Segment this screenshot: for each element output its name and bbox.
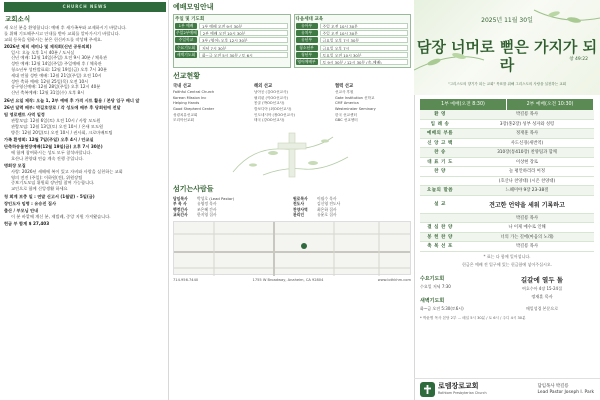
news-item: 이 분 바깥에 계신 분, 제빌레, 중앙 지원 가져왔습니다. [11,213,111,219]
education-title: 선교현황 [173,72,201,81]
church-map [173,221,411,275]
news-item: 2026년 제직 세미나 및 제직회(신년 공동의회) [4,43,92,49]
address-text: 1755 W Broadway, Anaheim, CA 92804 [252,278,324,283]
cross-illustration [173,127,411,182]
church-news-panel [0,0,168,400]
service-row [175,52,288,58]
footer-note: * 박윤병 목사 본당 2부 ... 매일 5시 30분 / 토 6시 / 주디 4시 30분 [420,315,526,320]
worship-order-row [420,110,594,120]
order-item-label: 찬 양 [434,169,446,175]
order-item-label: 결 심 찬 양 [427,225,453,231]
news-item: 명회장 모집 [4,163,26,169]
mission-column-head: 국내 선교 [173,84,192,90]
web-text: www.lothkhm.com [377,278,411,283]
worship-order-table [420,99,594,252]
news-item: 관람모임: 12월 6일(토) 오전 10시 / 사랑 모도원 [11,117,101,123]
mission-item: 캄보디아 (최OO선교사) [254,106,292,111]
order-item-value: 견고한 언약을 세워 기록하고 [489,201,565,209]
order-item-value: 박길룡 목사 [515,215,539,221]
worship-order-row [420,129,594,139]
news-item: 헌금 부 합계 $ 27,403 [4,221,50,227]
phone-text: 714.956.7440 [173,278,199,283]
second-service-head: 2부 예배(오전 10:30) [507,99,594,110]
mission-column [254,83,330,124]
pastor-name-ko: 담임목사 박길룡 [537,383,569,389]
mission-column-head: 해외 선교 [254,84,273,90]
order-item-value: 느헤미야 9장 23-38절 [505,188,549,194]
weekday-services [420,273,594,312]
service-row [175,37,288,43]
news-item: 에 함께 참여하시는 성도 모두 참석바랍니다. [11,149,92,155]
first-service-head: 1부 예배(오전 8:30) [420,99,507,110]
news-item: 신년 축복예배: 12월 31일(수) 오후 8시 [11,90,85,96]
church-name-ko: 로뎀장로교회 [438,382,479,390]
service-name: 수요기도회 [176,44,196,50]
service-time: 저녁 7시 30분 [199,45,288,51]
service-time: 화~금 오전 5시 30분 / 토 6시 [199,52,288,58]
news-list [4,25,166,227]
news-item: 성탄 축하 예배: 12월 25일(목) 오전 10시 [11,78,89,84]
order-item-label: 축 복 선 포 [427,244,453,250]
service-name: 주일2부예배 [176,30,197,36]
service-name: 유아부 [296,23,318,29]
worship-order-row [420,120,594,130]
mission-item: GBC 선교센터 [335,118,358,123]
mission-item: Westminster Seminary [335,106,376,111]
worship-order-row [420,139,594,149]
service-tables [173,14,411,68]
news-item: 팀 영로벤트 사역 일정 [4,112,45,118]
staff-role: 담임목사 [173,195,188,201]
news-item: 중보기도모임 위원회 장년팀 참여 가능합니다. [11,180,95,186]
order-item-value: 박길룡 목사 [515,244,539,250]
staff-role: 찬양사역 [293,206,308,212]
news-item: 단축하송물현장예배(12월 19일(금) 오후 7시 30분) [4,144,103,150]
order-item-label: 설 교 [434,202,446,207]
contact-line [173,278,411,282]
worship-order-row [420,148,594,158]
news-header-band: CHURCH NEWS [4,2,166,12]
wed-time: 수요일 저녁 7:30 [420,283,451,289]
staff-role: 행정간사 [173,206,188,212]
staff-name: 유영정 목사 [197,201,217,207]
mission-item: Helping Hands [173,101,200,106]
news-item: 일시: 오늘 오후 1시 40분 / 도서실 [11,49,75,55]
dawn-time: 화~금 오전 5:30(토6시) [420,305,464,311]
order-item-value: 이상현 장로 [515,159,539,165]
mission-item: 성령치유선교회 [173,112,198,117]
wed-preacher: 정재훈 목사 [531,293,553,299]
mission-item: 인도네시아 (정OO선교사) [254,112,295,117]
service-name: 1부 예배 [175,23,197,29]
service-name: 영어예배부 [297,58,316,64]
service-name: 유년부 [296,37,318,43]
church-logo-icon [420,382,435,397]
staff-name: 조은혜 간사 [197,206,217,212]
mission-item: CMF America [335,101,359,106]
staff-name: 김신영 전도사 [317,201,341,207]
service-name: 주일학교 [175,37,197,43]
service-time: 토요일 오전 10시 30분 [320,52,409,58]
dawn-label: 새벽기도회 [420,297,445,304]
service-name: 유치부 [296,30,318,36]
order-item-value: 늘 평안하리라 여정 [509,169,545,175]
mission-item: Good Shepherd Center [173,106,215,111]
mission-column-head: 협력 선교 [335,84,354,90]
staff-list [173,196,411,218]
staff-role: 관리인 [293,211,305,217]
service-time: 토 9시 30분 / 12시 30분 (송-예배) [320,59,409,65]
worship-order-row [420,214,594,224]
service-time: 금요일 오후 7시 30분 [320,37,409,43]
service-row [175,30,288,36]
order-item-value: 310장(통410장) 찬양팀과 함께 [497,150,557,156]
stand-note: * 표는 다 함께 일어섭니다. [483,253,531,259]
order-item-value: 박길룡 목사 [515,112,539,118]
worship-order-row [420,223,594,233]
dawn-text: 매일성경 본문으로 [525,305,559,311]
dept-services [294,14,412,68]
service-row [296,30,409,36]
news-item: 청 회계 보충 일 : 연말 신고서 (1월말) - 5일(금) [4,193,95,199]
mission-item: Korean Mission Inc [173,95,207,100]
worship-title: 예배모임안내 [173,3,214,11]
theme-banner [414,0,600,95]
worship-order-head [420,99,594,110]
worship-order-row [420,242,594,252]
order-item-label: 신 앙 고 백 [427,140,453,146]
yearly-theme: 담장 너머로 뻗은 가지가 되라 [416,38,598,74]
order-item-value: 사도신경(새번역) [510,140,544,146]
news-title: 교회소식 [5,15,31,23]
service-name: 청소년부 [296,45,318,51]
mission-item: 필리핀 (이OO선교사) [254,95,288,100]
fold-line [168,0,169,400]
worship-order-panel [414,0,600,400]
staff-role: 전도사 [293,201,305,207]
mission-item: 한국 선교센터 [335,112,357,117]
service-time: 3부 (영어) 오후 12시 30분 [199,37,288,43]
worship-order-row [420,167,594,177]
news-item: 26년 달력 배부: 박길호장로 / 각 성도에 배부 후 당회원에 전달 [4,104,121,110]
service-name: 새벽기도회 [176,51,196,57]
order-item-label: 찬 송 [434,150,446,156]
mission-item: 남아공 (김OO선교사) [254,90,288,95]
staff-role: 교육간사 [173,211,188,217]
service-row [296,45,409,51]
mission-item: Faithful Central Church [173,90,215,95]
news-item: 출산 / 부모님 안내 [4,208,39,214]
news-item: 26년 요일 제작: 오늘 1, 2부 예배 후 가격 시트 활용 / 본당 입구 배너 앞 [4,97,140,103]
worship-order-row [420,158,594,168]
service-time: 2부 예배 오전 10시 30분 [200,30,288,36]
service-row [296,52,409,58]
service-name: 청년부 [296,52,318,58]
service-time: 주일 오전 10시 30분 [320,23,409,29]
bulletin-date: 2025년 11월 30일 [481,17,533,24]
order-item-label: 오늘의 말씀 [426,188,454,194]
sunday-services [173,14,291,68]
staff-role: 원로목사 [293,195,308,201]
news-item: 가족 환영회: 12월 7일(주일) 오후 4시 / 안교실 [4,136,94,142]
news-item: 관람모임: 12월 13일(토) 오전 10시 / 온새 모도원 [11,123,104,129]
pastor-name-en: Lead Pastor Joseph I. Park [537,389,594,395]
wed-sermon-title: 길갈에 열두 돌 [520,275,564,284]
staff-role: 부 목 사 [173,201,187,207]
service-row [296,23,409,29]
news-item: 영의 전진 (주일): 이하원(전), 위원장팀 [11,174,83,180]
news-item: 새 오신 분을 환영합니다: 예배 후 새가족부와 교제하시기 바랍니다. [4,25,127,30]
order-item-label: 예배의 부름 [426,131,454,137]
order-item-label: 입 례 송 [430,121,450,127]
offering-note: 헌금은 예배 전 입구에 있는 헌금함에 넣어주십시오. [461,261,553,267]
theme-reference: 창 49:22 [569,57,588,62]
mission-item: Gate Institution 신학교 [335,95,375,100]
news-item: 사랑: 2026년 새해에 복이 있고 자비와 사랑을 실천하는 교회 [11,168,123,174]
order-item-label: 봉 헌 찬 양 [427,234,453,240]
service-row [175,45,288,51]
mission-item: 선교사 후원 [335,90,354,95]
service-time: 금요일 오후 7시 [320,45,409,51]
worship-order-row [420,186,594,196]
news-item: 성탄 예배: 12월 14일(주일) 주일예배 후 / 체육관 [11,61,102,67]
news-item: 교인으로 함께 신앙생활 하세요 [11,186,68,192]
staff-name: 박성호 (Lead Pastor) [197,195,235,201]
worship-order-row [420,233,594,243]
worship-order-row [420,177,594,187]
theme-caption: "그리스도의 향기가 되는 교회" 목표를 위해 그리스도의 사랑을 실천하는 교회 [447,82,567,86]
service-time: 1부 예배 오전 9시 30분 [199,23,288,29]
staff-name: 최은하 집사 [317,206,337,212]
order-item-value: 3장(홍2장) 성부 성자와 성령 [499,121,555,127]
worship-order-row [420,196,594,214]
wed-scripture: 여호수아 4장 15-24절 [522,285,562,291]
service-row [296,59,409,65]
order-item-value: 너의 가는 길에(마음의 노래) [500,234,554,240]
news-item: 송구영신예배: 12월 28일(주일) 오후 12시 40분 [11,84,101,90]
staff-title: 섬기는사람들 [173,184,214,193]
news-item: 신년 예배: 12월 14일(주일) 오전 9시 30분 / 체육관 [11,55,108,61]
news-item: 호산나 찬양대 연습 계속 진행 중입니다. [11,155,84,161]
service-row [175,23,288,29]
staff-name: 유윤호 집사 [317,211,337,217]
map-icon [174,222,410,276]
order-item-label: 환 영 [434,112,446,118]
sunday-head: 주일 및 기도회 [175,17,205,22]
staff-name: 한지영 집사 [197,211,217,217]
worship-info-panel [170,0,414,400]
mission-item: 몽골 (박OO선교사) [254,101,285,106]
mission-columns [173,83,411,124]
cross-icon [173,127,411,182]
news-item: 장인도자 임명 : 유승진 집사 [4,200,57,206]
service-time: 주일 오전 10시 30분 [320,30,409,36]
order-item-value: 나 이제 예수로 인해 [508,225,546,231]
order-item-value: 정재훈 목사 [515,131,539,137]
staff-name: 이필수 목사 [317,195,337,201]
order-item-label: 대 표 기 도 [427,159,453,165]
order-item-value: (호산나 찬양대) (시온 찬양대) [498,178,556,184]
service-row [296,37,409,43]
news-item: 방문: 12월 20일(토) 오전 10시 / 권사회, 크로마배트팀 [11,129,113,135]
church-name-en: Rothtom Presbyterian Church [438,390,487,395]
mission-column [173,83,249,124]
news-item: 청소년부 성탄발표회: 12월 19일(금) 오후 7시 30분 [11,67,108,73]
mission-column [335,83,411,124]
news-item: 교회 등록을 원하시는 분은 헌신카드를 작성해 주세요. [4,36,103,42]
news-item: 세대 연합 성탄 예배: 12월 21일(주일) 오전 10시 [11,72,102,78]
mission-item: 모리아선교회 [173,118,194,123]
dept-head: 다음세대 교육 [295,17,324,22]
church-signature [414,378,600,400]
wed-label: 수요기도회 [420,275,445,282]
news-item: 를 위해 기도해주시고 안내를 받아 교회를 알아가시기 바랍니다. [4,30,120,36]
mission-item: 태국 (강OO선교사) [254,118,285,123]
